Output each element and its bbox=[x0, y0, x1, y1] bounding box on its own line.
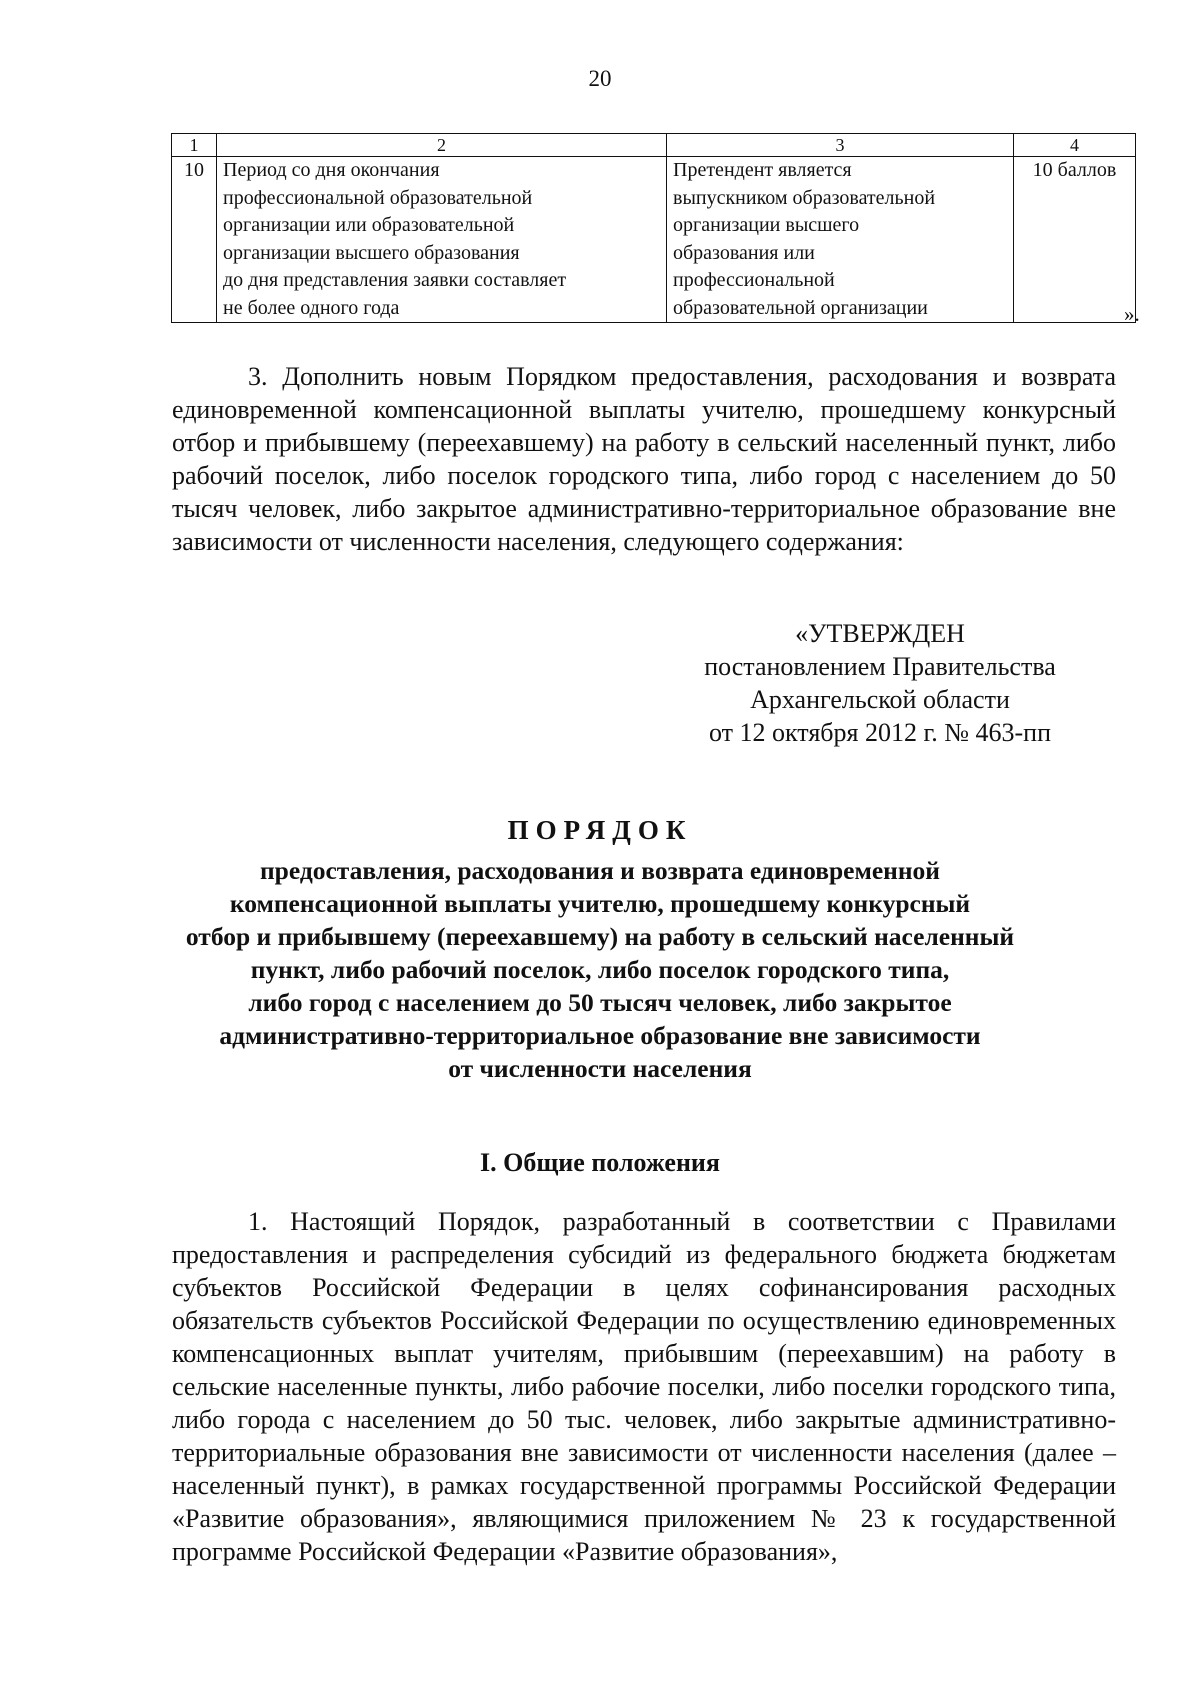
table-header-cell: 4 bbox=[1014, 134, 1136, 157]
approval-line: «УТВЕРЖДЕН bbox=[795, 619, 965, 648]
condition-line: Претендент является bbox=[673, 159, 852, 181]
approval-line: от 12 октября 2012 г. № 463-пп bbox=[709, 718, 1051, 747]
subtitle-line: компенсационной выплаты учителю, прошедшему конкурсный bbox=[229, 889, 971, 918]
condition-line: образования или bbox=[673, 241, 815, 264]
criteria-table bbox=[171, 133, 1136, 323]
approval-line: постановлением Правительства bbox=[704, 652, 1056, 681]
closing-quote: ». bbox=[1124, 302, 1140, 326]
criterion-line: профессиональной образовательной bbox=[223, 186, 533, 209]
subtitle-line: отбор и прибывшему (переехавшему) на работу в сельский населенный bbox=[185, 922, 1015, 951]
item-3-paragraph bbox=[172, 360, 1116, 558]
subtitle-line: административно-территориальное образование вне зависимости bbox=[219, 1021, 981, 1050]
condition-line: профессиональной bbox=[673, 269, 835, 291]
subtitle-line: пункт, либо рабочий поселок, либо поселок городского типа, bbox=[250, 955, 950, 984]
row-number: 10 bbox=[172, 157, 217, 323]
table-row bbox=[172, 157, 1136, 323]
document-subtitle bbox=[160, 854, 1040, 1085]
criterion-cell bbox=[217, 157, 667, 323]
table-header-cell: 2 bbox=[217, 134, 667, 157]
condition-cell bbox=[667, 157, 1014, 323]
criterion-line: не более одного года bbox=[223, 296, 400, 319]
subtitle-line: предоставления, расходования и возврата единовременной bbox=[259, 856, 941, 885]
subtitle-line: от численности населения bbox=[448, 1054, 752, 1083]
criterion-line: организации или образовательной bbox=[223, 214, 515, 236]
criterion-line: Период со дня окончания bbox=[223, 159, 440, 181]
table-header-cell: 1 bbox=[172, 134, 217, 157]
paragraph-text: 1. Настоящий Порядок, разработанный в соответствии с Правилами предоставления и распределения субсидий из федерального бюджета бюджетам субъектов Российской Федерации в целях софинансирования расходных обязательств субъектов Российской Федерации по осуществлению единовременных компенсационных выплат учителям, прибывшим (переехавшим) на работу в сельские населенные пункты, либо рабочие поселки, либо поселки городского типа, либо города с населением до 50 тыс. человек, либо закрытые административно-территориальные образования вне зависимости от численности населения (далее – населенный пункт), в рамках государственной программы Российской Федерации «Развитие образования», являющимися приложением № 23 к государственной программе Российской Федерации «Развитие образования», bbox=[172, 1207, 1116, 1566]
document-title: ПОРЯДОК bbox=[507, 815, 693, 845]
approval-line: Архангельской области bbox=[750, 685, 1010, 714]
subtitle-line: либо город с населением до 50 тысяч человек, либо закрытое bbox=[248, 988, 952, 1017]
item-3-text: 3. Дополнить новым Порядком предоставления, расходования и возврата единовременной компенсационной выплаты учителю, прошедшему конкурсный отбор и прибывшему (переехавшему) на работу в сельский населенный пункт, либо рабочий поселок, либо поселок городского типа, либо город с населением до 50 тысяч человек, либо закрытое административно-территориальное образование вне зависимости от численности населения, следующего содержания: bbox=[172, 362, 1116, 556]
section-1-paragraph-1 bbox=[172, 1205, 1116, 1568]
condition-line: организации высшего bbox=[673, 214, 860, 236]
condition-line: выпускником образовательной bbox=[673, 186, 936, 209]
table-header-cell: 3 bbox=[667, 134, 1014, 157]
condition-line: образовательной организации bbox=[673, 296, 928, 319]
criterion-line: организации высшего образования bbox=[223, 241, 520, 264]
section-heading: I. Общие положения bbox=[480, 1148, 720, 1177]
approval-stamp bbox=[640, 617, 1120, 749]
table-header-row bbox=[172, 134, 1136, 157]
page-number: 20 bbox=[588, 66, 612, 91]
points-cell: 10 баллов bbox=[1014, 157, 1136, 323]
criterion-line: до дня представления заявки составляет bbox=[223, 269, 567, 291]
